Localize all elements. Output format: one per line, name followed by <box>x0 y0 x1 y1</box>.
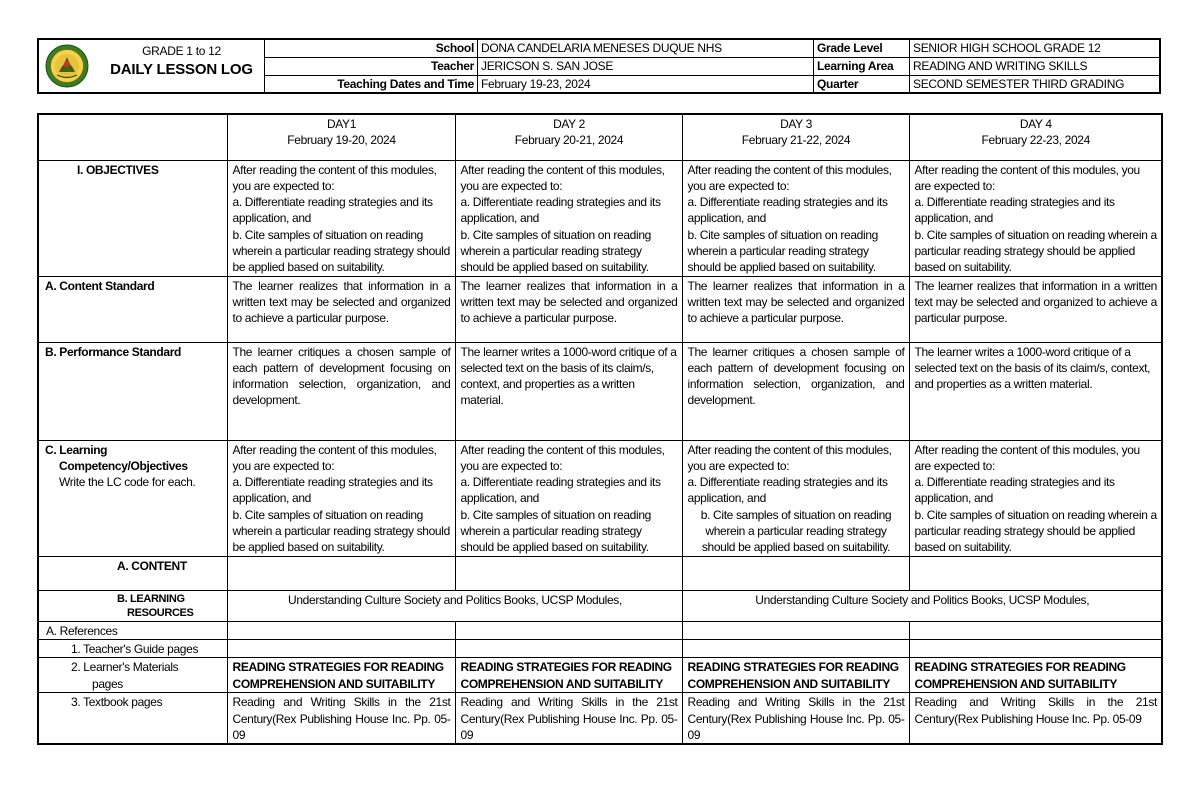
content-standard-day-2: The learner realizes that information in a written text may be selected and organized to achieve a particular purpose. <box>455 276 682 342</box>
content-day-4 <box>909 556 1162 590</box>
teachers-guide-row <box>38 639 1162 657</box>
objectives-row <box>38 160 1162 276</box>
header-row-teacher <box>264 57 1159 75</box>
logo-cell <box>39 40 265 92</box>
grade-range: GRADE 1 to 12 <box>142 44 221 58</box>
learning-area-value: READING AND WRITING SKILLS <box>913 59 1088 73</box>
competency-item-a: a. Differentiate reading strategies and its application, and <box>687 475 888 506</box>
objectives-day-2 <box>455 160 682 276</box>
learners-materials-day-2: READING STRATEGIES FOR READING COMPREHENSION AND SUITABILITY <box>455 658 682 693</box>
day-4-header <box>909 114 1162 160</box>
competency-intro: After reading the content of this modules, you are expected to: <box>232 442 437 473</box>
objectives-item-a: a. Differentiate reading strategies and its application, and <box>687 195 888 226</box>
learning-competency-note: Write the LC code for each. <box>59 475 196 490</box>
competency-day-1 <box>227 440 455 556</box>
competency-intro: After reading the content of this modules, you are expected to: <box>914 442 1140 473</box>
references-day-4 <box>909 621 1162 639</box>
references-day-2 <box>455 621 682 639</box>
day-4-label: DAY 4 <box>1019 117 1052 131</box>
day-header-row <box>38 114 1162 160</box>
content-row <box>38 556 1162 590</box>
teachers-guide-label: 1. Teacher's Guide pages <box>38 639 227 657</box>
competency-item-a: a. Differentiate reading strategies and its application, and <box>460 475 661 506</box>
learners-materials-label-2: pages <box>92 676 123 691</box>
learning-competency-label: C. Learning <box>45 442 108 457</box>
performance-standard-row <box>38 342 1162 440</box>
day-3-date: February 21-22, 2024 <box>741 133 851 148</box>
learning-area-label: Learning Area <box>814 58 910 75</box>
dates-label: Teaching Dates and Time <box>264 76 478 93</box>
competency-intro: After reading the content of this modules, you are expected to: <box>460 442 665 473</box>
day-3-label: DAY 3 <box>780 117 812 131</box>
textbook-day-4: Reading and Writing Skills in the 21st Century(Rex Publishing House Inc. Pp. 05-09 <box>909 693 1162 744</box>
objectives-day-3 <box>682 160 909 276</box>
teachers-guide-day-1 <box>227 639 455 657</box>
references-row <box>38 621 1162 639</box>
content-day-3 <box>682 556 909 590</box>
objectives-item-b: b. Cite samples of situation on reading wherein a particular reading strategy should be applied based on suitability. <box>460 227 651 275</box>
lesson-log-table <box>37 113 1163 745</box>
day-1-date: February 19-20, 2024 <box>287 133 396 148</box>
content-day-1 <box>227 556 455 590</box>
learning-resources-days-1-2: Understanding Culture Society and Politics Books, UCSP Modules, <box>227 590 682 621</box>
textbook-label: 3. Textbook pages <box>38 693 227 744</box>
competency-day-4 <box>909 440 1162 556</box>
references-label: A. References <box>38 621 227 639</box>
textbook-day-2: Reading and Writing Skills in the 21st Century(Rex Publishing House Inc. Pp. 05-09 <box>455 693 682 744</box>
grade-level-label: Grade Level <box>814 40 910 57</box>
learning-resources-label: B. LEARNING <box>117 592 185 605</box>
performance-standard-day-3: The learner critiques a chosen sample of each pattern of development focusing on information selection, organization, and development. <box>682 342 909 440</box>
document-title: DAILY LESSON LOG <box>110 61 253 78</box>
performance-standard-day-1: The learner critiques a chosen sample of each pattern of development focusing on information selection, organization, and development. <box>227 342 455 440</box>
learning-resources-days-3-4: Understanding Culture Society and Politics Books, UCSP Modules, <box>682 590 1162 621</box>
learners-materials-day-1: READING STRATEGIES FOR READING COMPREHENSION AND SUITABILITY <box>227 658 455 693</box>
learning-resources-label-2: RESOURCES <box>127 606 194 619</box>
content-label: A. CONTENT <box>38 556 227 590</box>
objectives-intro: After reading the content of this modules, you are expected to: <box>232 162 437 193</box>
competency-item-b: b. Cite samples of situation on reading wherein a particular reading strategy should be applied based on suitability. <box>914 507 1157 555</box>
objectives-day-4 <box>909 160 1162 276</box>
day-4-date: February 22-23, 2024 <box>981 133 1090 148</box>
learners-materials-label-cell <box>38 658 227 693</box>
learners-materials-label: 2. Learner's Materials <box>71 660 179 675</box>
day-2-date: February 20-21, 2024 <box>514 133 624 148</box>
textbook-day-3: Reading and Writing Skills in the 21st Century(Rex Publishing House Inc. Pp. 05-09 <box>682 693 909 744</box>
content-standard-day-4: The learner realizes that information in a written text may be selected and organized to achieve a particular purpose. <box>909 276 1162 342</box>
header-row-dates <box>264 75 1159 93</box>
learners-materials-row <box>38 658 1162 693</box>
objectives-day-1 <box>227 160 455 276</box>
quarter-value: SECOND SEMESTER THIRD GRADING <box>913 77 1125 91</box>
competency-day-3 <box>682 440 909 556</box>
objectives-intro: After reading the content of this modules, you are expected to: <box>460 162 665 193</box>
objectives-item-b: b. Cite samples of situation on reading wherein a particular reading strategy should be applied based on suitability. <box>232 227 450 275</box>
content-standard-day-1: The learner realizes that information in a written text may be selected and organized to achieve a particular purpose. <box>227 276 455 342</box>
textbook-day-1: Reading and Writing Skills in the 21st Century(Rex Publishing House Inc. Pp. 05-09 <box>227 693 455 744</box>
learning-resources-label-cell <box>38 590 227 621</box>
day-3-header <box>682 114 909 160</box>
references-day-3 <box>682 621 909 639</box>
header-row-school <box>264 40 1159 57</box>
objectives-intro: After reading the content of this modules, you are expected to: <box>914 162 1140 193</box>
objectives-item-a: a. Differentiate reading strategies and its application, and <box>914 195 1115 226</box>
day-1-header <box>227 114 455 160</box>
textbook-row <box>38 693 1162 744</box>
quarter-label: Quarter <box>814 76 910 93</box>
day-1-label: DAY1 <box>326 117 357 131</box>
learning-competency-row <box>38 440 1162 556</box>
objectives-item-b: b. Cite samples of situation on reading wherein a particular reading strategy should be applied based on suitability. <box>687 227 878 275</box>
learners-materials-day-4: READING STRATEGIES FOR READING COMPREHENSION AND SUITABILITY <box>909 658 1162 693</box>
dates-value: February 19-23, 2024 <box>478 76 814 93</box>
objectives-item-b: b. Cite samples of situation on reading wherein a particular reading strategy should be applied based on suitability. <box>914 227 1157 275</box>
day-2-label: DAY 2 <box>553 117 585 131</box>
performance-standard-day-4: The learner writes a 1000-word critique of a selected text on the basis of its claim/s, context, and properties as a written material. <box>909 342 1162 440</box>
content-standard-label: A. Content Standard <box>38 276 227 342</box>
deped-seal-icon <box>45 44 89 88</box>
teachers-guide-day-2 <box>455 639 682 657</box>
teachers-guide-day-4 <box>909 639 1162 657</box>
corner-cell <box>38 114 227 160</box>
content-day-2 <box>455 556 682 590</box>
day-2-header <box>455 114 682 160</box>
competency-intro: After reading the content of this modules, you are expected to: <box>687 442 892 473</box>
competency-item-a: a. Differentiate reading strategies and its application, and <box>232 475 433 506</box>
references-day-1 <box>227 621 455 639</box>
competency-item-b: b. Cite samples of situation on reading wherein a particular reading strategy should be applied based on suitability. <box>460 507 651 555</box>
objectives-intro: After reading the content of this modules, you are expected to: <box>687 162 892 193</box>
grade-level-value: SENIOR HIGH SCHOOL GRADE 12 <box>913 41 1101 55</box>
objectives-label: I. OBJECTIVES <box>38 160 227 276</box>
performance-standard-label: B. Performance Standard <box>38 342 227 440</box>
objectives-item-a: a. Differentiate reading strategies and its application, and <box>460 195 661 226</box>
learning-competency-label-cell <box>38 440 227 556</box>
content-standard-day-3: The learner realizes that information in a written text may be selected and organized to achieve a particular purpose. <box>682 276 909 342</box>
objectives-item-a: a. Differentiate reading strategies and its application, and <box>232 195 433 226</box>
learners-materials-day-3: READING STRATEGIES FOR READING COMPREHENSION AND SUITABILITY <box>682 658 909 693</box>
competency-day-2 <box>455 440 682 556</box>
competency-item-b: b. Cite samples of situation on reading wherein a particular reading strategy should be applied based on suitability. <box>232 507 450 555</box>
teacher-label: Teacher <box>264 58 478 75</box>
performance-standard-day-2: The learner writes a 1000-word critique of a selected text on the basis of its claim/s, context, and properties as a written material. <box>455 342 682 440</box>
learning-competency-label-2: Competency/Objectives <box>59 458 188 473</box>
teachers-guide-day-3 <box>682 639 909 657</box>
school-label: School <box>264 40 478 57</box>
competency-item-b: b. Cite samples of situation on reading wherein a particular reading strategy should be applied based on suitability. <box>700 507 892 555</box>
teacher-value: JERICSON S. SAN JOSE <box>478 58 814 75</box>
learning-resources-row <box>38 590 1162 621</box>
competency-item-a: a. Differentiate reading strategies and its application, and <box>914 475 1115 506</box>
header-block <box>37 38 1161 94</box>
school-value: DONA CANDELARIA MENESES DUQUE NHS <box>478 40 814 57</box>
content-standard-row <box>38 276 1162 342</box>
